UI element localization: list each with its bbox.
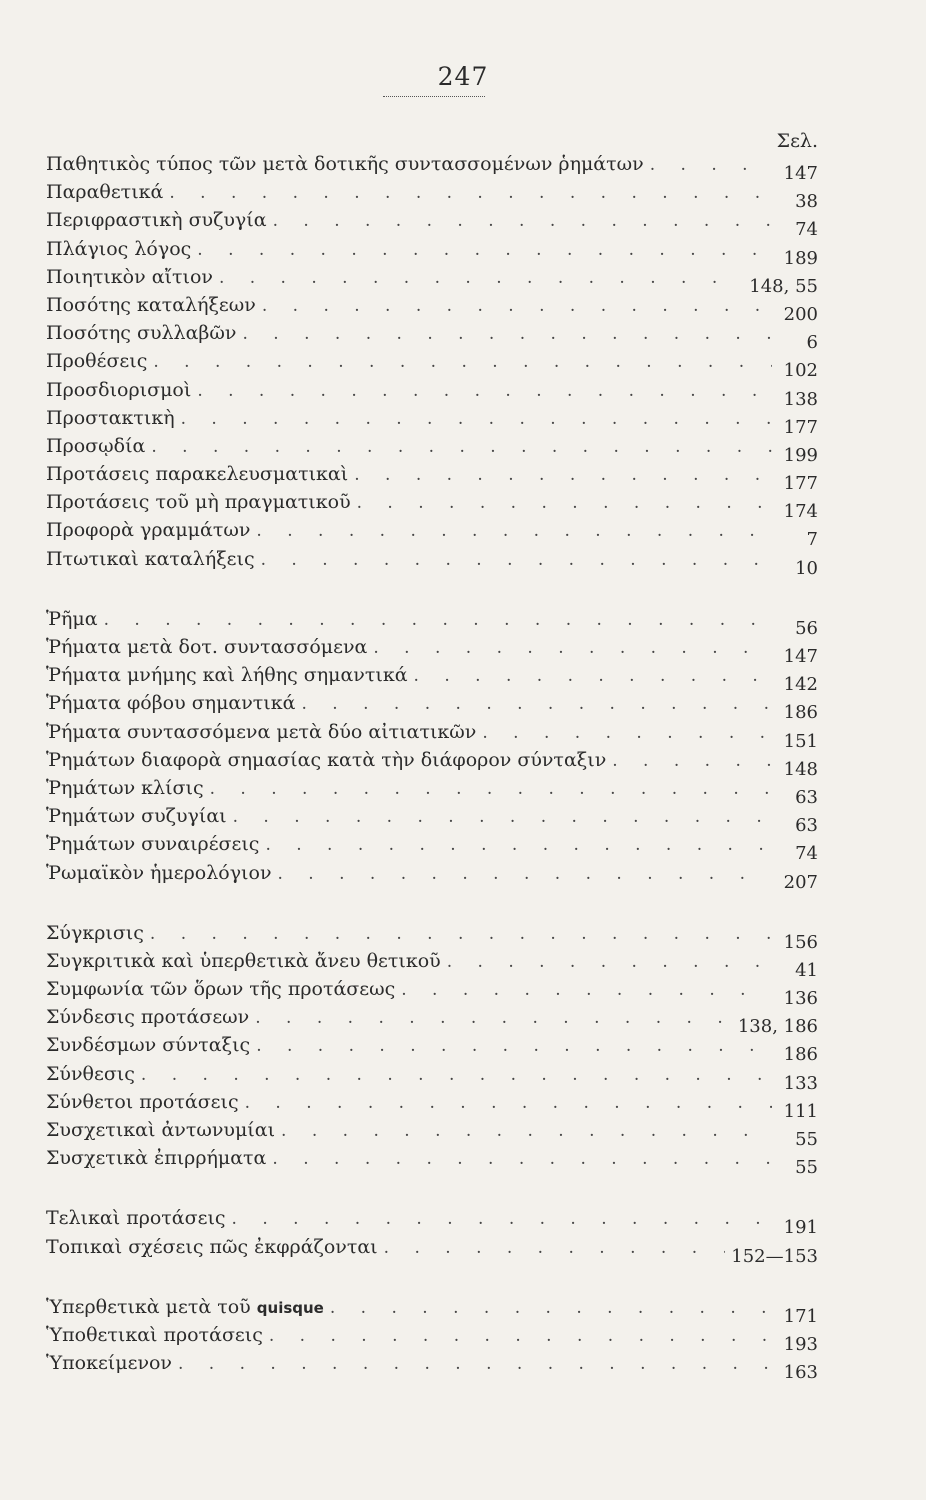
index-term: [46, 746, 606, 774]
index-term: [46, 605, 98, 633]
index-entry: [46, 206, 818, 241]
dot-leader: [482, 719, 772, 747]
index-pages: 174: [783, 501, 818, 523]
index-pages: 7: [806, 529, 818, 551]
index-term-text: Πτωτικαὶ καταλήξεις: [46, 547, 255, 570]
index-pages: 193: [783, 1333, 818, 1355]
dot-leader: [384, 1234, 726, 1262]
index-term-text: Σύγκρισις: [46, 921, 144, 944]
index-entry: [46, 1321, 818, 1355]
index-group: [46, 150, 818, 579]
index-group: [46, 1293, 818, 1384]
index-term-text: Προθέσεις: [46, 350, 148, 373]
index-pages: 189: [783, 247, 818, 269]
index-pages: 177: [783, 416, 818, 438]
index-term: [46, 947, 441, 975]
index-pages: 63: [795, 815, 818, 837]
index-term: [46, 376, 191, 404]
index-term-text: Σύνθετοι προτάσεις: [46, 1090, 239, 1113]
index-term-text: Προσδιορισμοὶ: [46, 378, 192, 401]
dot-leader: [273, 207, 772, 235]
index-pages: 199: [783, 444, 818, 466]
index-term: [46, 432, 145, 460]
dot-leader: [301, 690, 772, 718]
index-entry: [46, 802, 818, 837]
index-group: [46, 605, 818, 893]
index-entry: [46, 919, 818, 953]
index-term: [46, 460, 348, 488]
index-term: [46, 633, 367, 661]
index-term-text: Προφορὰ γραμμάτων: [46, 519, 251, 542]
index-term: [46, 319, 236, 347]
index-pages: 156: [783, 931, 818, 953]
index-pages: 38: [795, 191, 818, 213]
index-entry: [46, 404, 818, 438]
index-entry: [46, 150, 818, 184]
index-term-text: Τελικαὶ προτάσεις: [46, 1207, 226, 1230]
index-pages: 186: [783, 1044, 818, 1066]
index-term-text: Σύνθεσις: [46, 1062, 135, 1085]
index-term: [46, 802, 227, 830]
index-entry: [46, 1204, 818, 1239]
index-term-text: Συσχετικὰ ἐπιρρήματα: [46, 1147, 267, 1170]
index-pages: 200: [783, 303, 818, 325]
index-term: [46, 919, 144, 947]
index-entry: [46, 1060, 818, 1094]
dot-leader: [197, 236, 772, 264]
index-term: [46, 263, 213, 291]
index-term-latin: quisque: [256, 1298, 324, 1317]
index-term-text: Ῥήματα μνήμης καὶ λήθης σημαντικά: [46, 664, 408, 687]
index-pages: 147: [783, 163, 818, 184]
index-term-text: Παθητικὸς τύπος τῶν μετὰ δοτικῆς συντασσομένων ῥημάτων: [46, 153, 644, 175]
index-term: [46, 404, 175, 432]
index-term-text: Συμφωνία τῶν ὅρων τῆς προτάσεως: [46, 978, 396, 1001]
dot-leader: [245, 1089, 772, 1117]
index-term-text: Ποσότης καταλήξεων: [46, 293, 256, 316]
dot-leader: [261, 546, 772, 574]
index-pages: 136: [783, 988, 818, 1010]
index-entry: [46, 689, 818, 724]
index-pages: 63: [795, 786, 818, 808]
index-entry: [46, 1293, 818, 1327]
index-term-text: Παραθετικά: [46, 181, 164, 204]
dot-leader: [169, 179, 772, 207]
index-group: [46, 919, 818, 1179]
index-entry: [46, 488, 818, 523]
index-term-text: Πλάγιος λόγος: [46, 237, 192, 260]
index-term: [46, 150, 644, 178]
index-pages: 148: [783, 758, 818, 780]
index-term-text: Ῥήματα φόβου σημαντικά: [46, 692, 296, 715]
index-term: [46, 661, 408, 689]
index-term: [46, 488, 351, 516]
index-entry: [46, 516, 818, 551]
index-term: [46, 975, 395, 1003]
index-term: [46, 516, 250, 544]
index-entry: [46, 319, 818, 354]
index-pages: 138: [783, 388, 818, 410]
index-entry: [46, 235, 818, 269]
index-term-text: Ῥήματα συντασσόμενα μετὰ δύο αἰτιατικῶν: [46, 720, 477, 743]
index-term-text: Ῥημάτων διαφορὰ σημασίας κατὰ τὴν διάφορον σύνταξιν: [46, 748, 607, 771]
index-term-text: Προτάσεις τοῦ μὴ πραγματικοῦ: [46, 491, 351, 514]
index-entry: [46, 605, 818, 639]
dot-leader: [262, 292, 772, 320]
index-pages: 56: [795, 617, 818, 639]
index-entry: [46, 1349, 818, 1384]
index-entry: [46, 1003, 818, 1038]
index-term-text: Ῥημάτων κλίσις: [46, 776, 204, 799]
index-term: [46, 545, 255, 573]
dot-leader: [255, 1004, 732, 1032]
index-entry: [46, 347, 818, 382]
dot-leader: [232, 1205, 772, 1233]
index-term-text: Προστακτικὴ: [46, 406, 175, 429]
index-entry: [46, 947, 818, 981]
index-term: [46, 689, 295, 717]
index-term-text: Περιφραστικὴ συζυγία: [46, 209, 267, 232]
index-term-text: Συσχετικαὶ ἀντωνυμίαι: [46, 1119, 276, 1141]
index-term-text: Τοπικαὶ σχέσεις πῶς ἐκφράζονται: [46, 1235, 378, 1258]
dot-leader: [178, 1350, 772, 1378]
index-term-text: Ποιητικὸν αἴτιον: [46, 265, 213, 288]
index-term-text: Ὑποθετικαὶ προτάσεις: [46, 1323, 263, 1346]
dot-leader: [447, 948, 772, 976]
index-pages: 111: [783, 1100, 818, 1122]
index-term: [46, 1144, 266, 1172]
dot-leader: [219, 264, 743, 292]
index-entry: [46, 1144, 818, 1179]
index-pages: 163: [783, 1362, 818, 1384]
dot-leader: [242, 320, 772, 348]
index-term: [46, 235, 191, 263]
dot-leader: [233, 803, 772, 831]
dot-leader: [401, 976, 772, 1004]
index-term: [46, 1349, 172, 1377]
index-term-text: Συνδέσμων σύνταξις: [46, 1034, 251, 1057]
index-pages: 55: [795, 1157, 818, 1179]
index-term: [46, 1031, 250, 1059]
dot-leader: [357, 489, 772, 517]
index-entry: [46, 263, 818, 297]
dot-leader: [269, 1322, 772, 1350]
dot-leader: [612, 747, 772, 775]
pages-column-header: Σελ.: [776, 130, 818, 152]
index-pages: 55: [795, 1129, 818, 1150]
index-entry: [46, 291, 818, 325]
index-term-text: Ῥήματα μετὰ δοτ. συντασσόμενα: [46, 636, 368, 658]
index-term: [46, 859, 272, 887]
index-entry: [46, 432, 818, 466]
dot-leader: [104, 606, 772, 634]
index-pages: 133: [783, 1072, 818, 1094]
index-term: [46, 1060, 135, 1088]
dot-leader: [181, 405, 772, 433]
index-term: [46, 774, 204, 802]
dot-leader: [210, 775, 772, 803]
index-pages: 147: [783, 646, 818, 667]
dot-leader: [414, 662, 772, 690]
index-term-text: Συγκριτικὰ καὶ ὑπερθετικὰ ἄνευ θετικοῦ: [46, 949, 441, 972]
index-entry: [46, 975, 818, 1010]
dot-leader: [151, 433, 772, 461]
dot-leader: [650, 151, 772, 179]
index-term: [46, 178, 163, 206]
index-term-text: Ῥημάτων συναιρέσεις: [46, 833, 260, 856]
dot-leader: [330, 1294, 772, 1322]
index-term-text: Ὑπερθετικὰ μετὰ τοῦ: [46, 1295, 251, 1318]
index-pages: 74: [795, 219, 818, 241]
index-term: [46, 291, 256, 319]
index-term-text: Ῥῆμα: [46, 607, 98, 630]
index-pages: 152—153: [731, 1245, 818, 1267]
index-term-text: Ποσότης συλλαβῶν: [46, 322, 237, 345]
index-list: [46, 150, 818, 1384]
index-term-text: Προσῳδία: [46, 434, 146, 457]
page-number: 247: [437, 62, 489, 91]
index-entry: [46, 178, 818, 213]
index-pages: 138, 186: [737, 1016, 818, 1038]
index-term: [46, 206, 267, 234]
index-pages: 171: [783, 1305, 818, 1327]
index-term: [46, 347, 147, 375]
index-term-text: Ῥωμαϊκὸν ἡμερολόγιον: [46, 861, 272, 884]
index-term-text: Προτάσεις παρακελευσματικαὶ: [46, 463, 349, 486]
index-pages: 177: [783, 473, 818, 495]
dot-leader: [256, 517, 772, 545]
index-term: [46, 830, 259, 858]
dot-leader: [373, 634, 772, 662]
index-term: [46, 1003, 249, 1031]
index-pages: 186: [783, 702, 818, 724]
index-term: [46, 1088, 239, 1116]
dot-leader: [272, 1145, 772, 1173]
index-entry: [46, 718, 818, 752]
dot-leader: [265, 831, 772, 859]
dot-leader: [197, 377, 772, 405]
dot-leader: [150, 920, 772, 948]
index-entry: [46, 460, 818, 495]
index-term: [46, 1293, 324, 1322]
index-term-text: Ὑποκείμενον: [46, 1352, 172, 1375]
index-pages: 41: [795, 959, 818, 981]
index-term: [46, 1233, 378, 1261]
index-pages: 151: [783, 730, 818, 752]
index-entry: [46, 633, 818, 667]
index-term: [46, 1204, 226, 1232]
index-pages: 74: [795, 843, 818, 865]
index-pages: 191: [783, 1217, 818, 1239]
index-entry: [46, 1116, 818, 1150]
page-number-rule: [383, 96, 485, 97]
index-pages: 207: [783, 871, 818, 893]
index-term: [46, 1321, 263, 1349]
index-term-text: Σύνδεσις προτάσεων: [46, 1006, 250, 1029]
index-pages: 148, 55: [749, 275, 818, 297]
index-entry: [46, 1233, 818, 1267]
index-pages: 142: [783, 674, 818, 696]
index-entry: [46, 746, 818, 780]
index-term-text: Ῥημάτων συζυγίαι: [46, 805, 227, 828]
index-entry: [46, 859, 818, 893]
index-pages: 6: [806, 332, 818, 354]
dot-leader: [256, 1032, 772, 1060]
index-term: [46, 1116, 275, 1144]
dot-leader: [141, 1061, 772, 1089]
index-pages: 10: [795, 557, 818, 579]
index-entry: [46, 661, 818, 696]
index-pages: 102: [783, 360, 818, 382]
index-entry: [46, 1031, 818, 1066]
index-entry: [46, 830, 818, 865]
dot-leader: [278, 860, 773, 888]
index-term: [46, 718, 476, 746]
dot-leader: [153, 348, 772, 376]
dot-leader: [281, 1117, 772, 1145]
index-entry: [46, 774, 818, 808]
index-group: [46, 1204, 818, 1267]
dot-leader: [354, 461, 772, 489]
index-entry: [46, 376, 818, 410]
index-entry: [46, 1088, 818, 1122]
index-entry: [46, 545, 818, 579]
